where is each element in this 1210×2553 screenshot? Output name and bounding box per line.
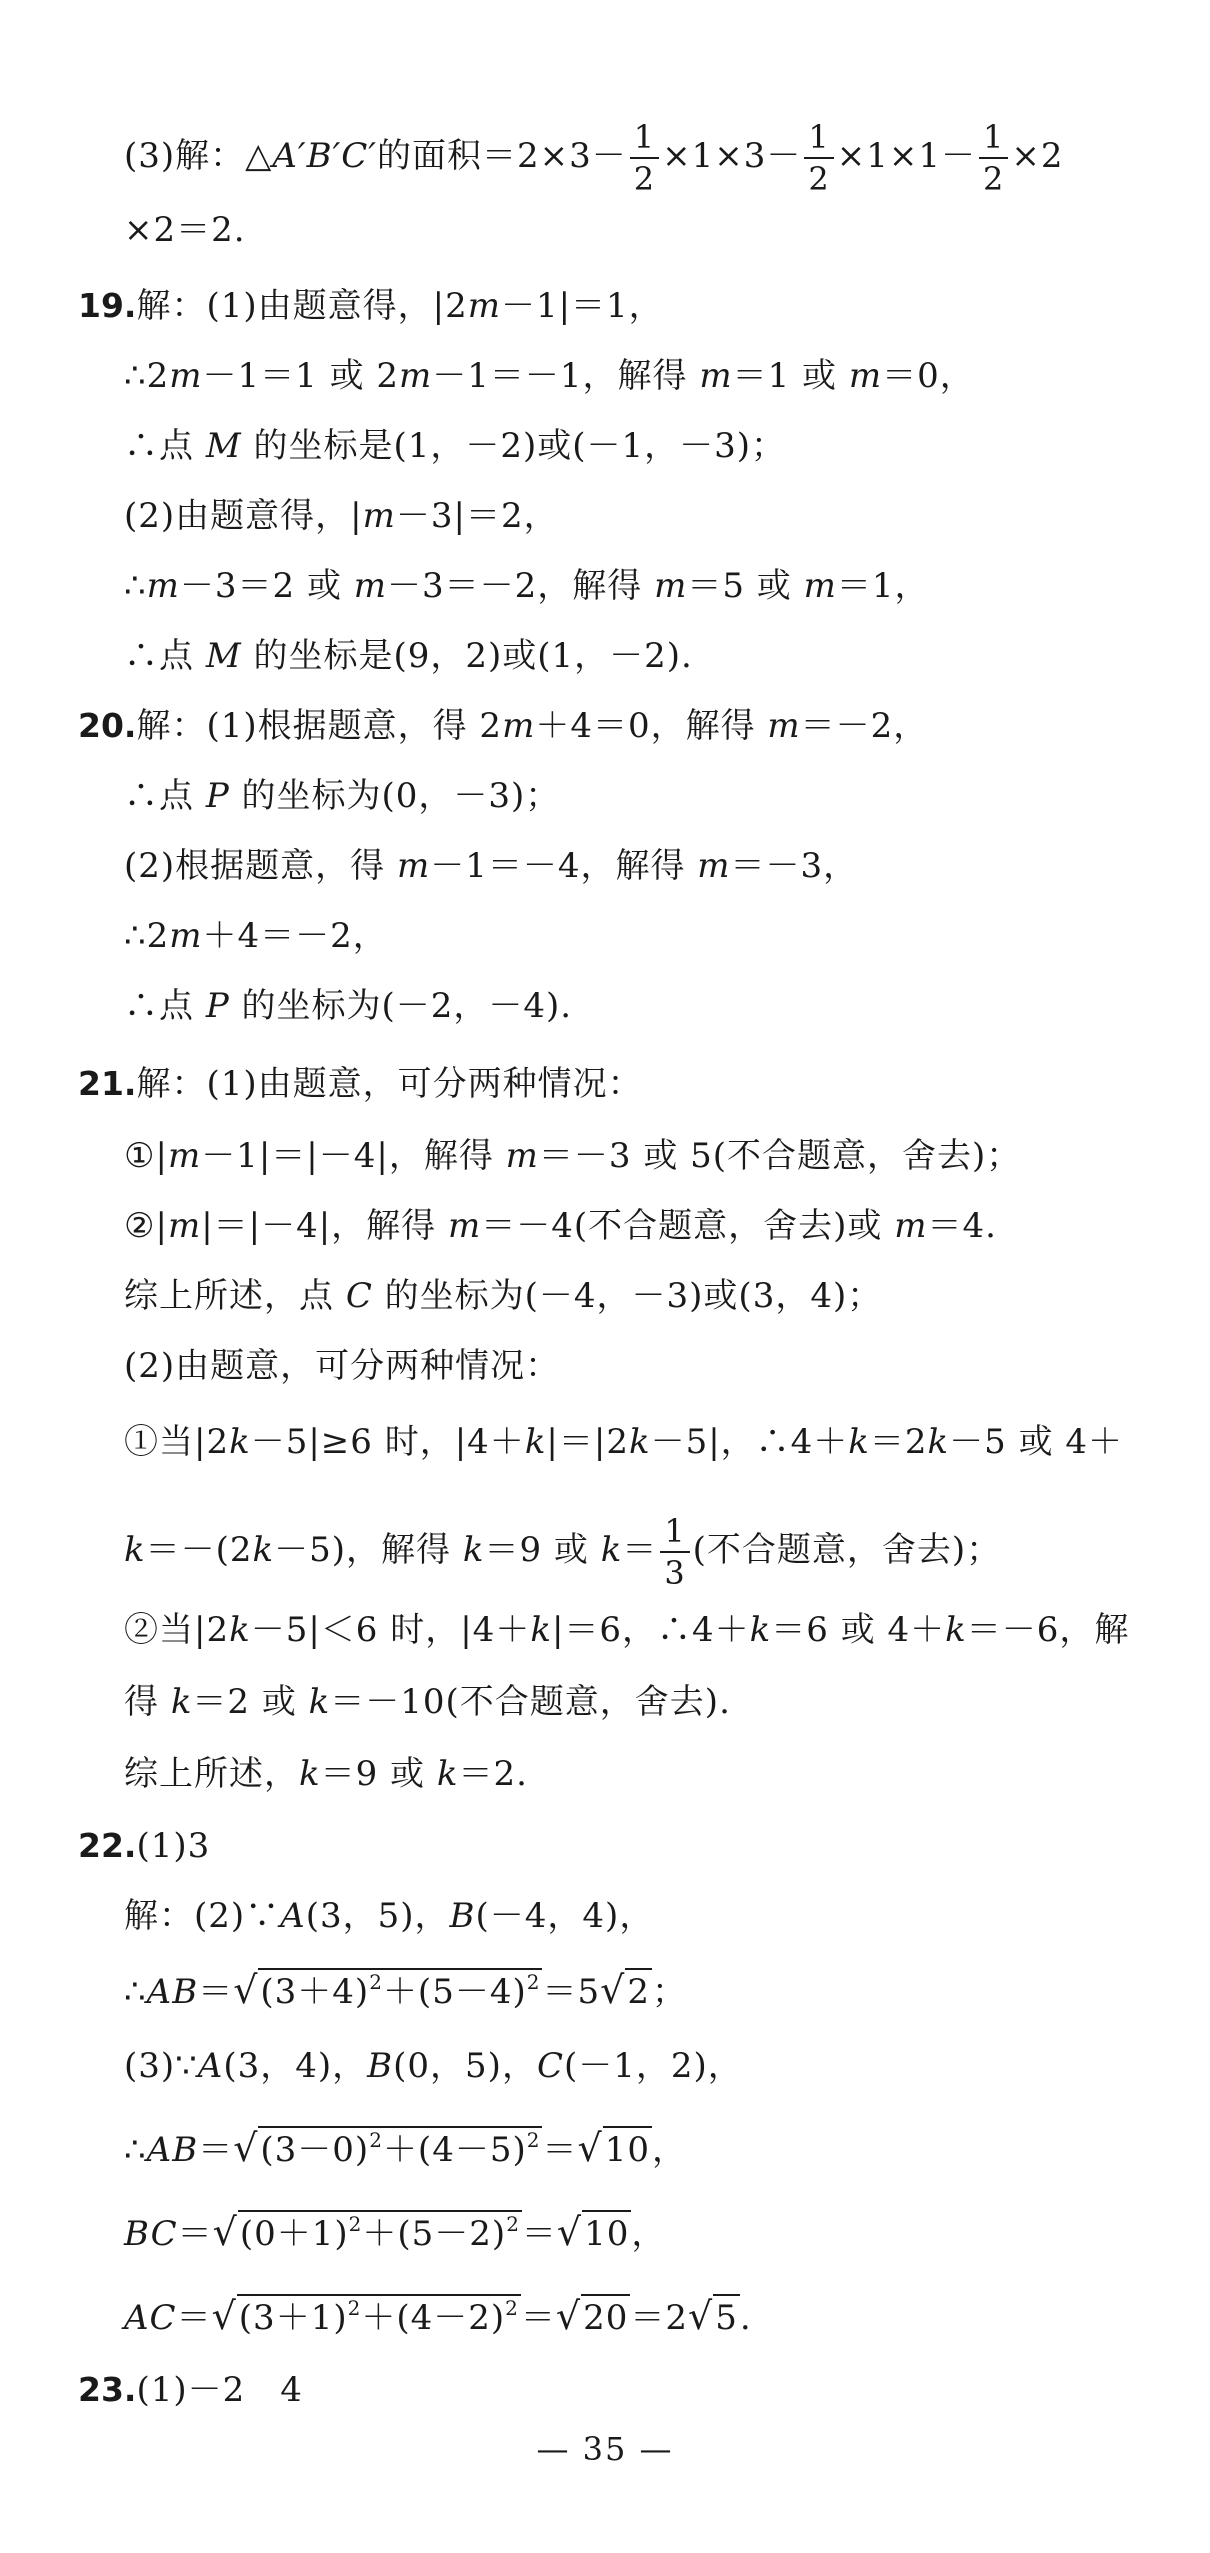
line-21-2: ②|m|＝|－4|，解得 m＝－4(不合题意，舍去)或 m＝4.	[124, 1206, 997, 1246]
line-21-8: 得 k＝2 或 k＝－10(不合题意，舍去).	[124, 1682, 731, 1722]
question-19-heading: 19.解：(1)由题意得，|2m－1|＝1，	[78, 286, 664, 326]
line-20-3: ∴2m＋4＝－2，	[124, 916, 388, 956]
line-21-7: ②当|2k－5|＜6 时，|4＋k|＝6，∴4＋k＝6 或 4＋k＝－6，解	[124, 1610, 1130, 1650]
line-18-3-area: (3)解：△A′B′C′的面积＝2×3－ $\frac{1}{2}$ ×1×3－ $\frac{1}{2}$ ×1×1－ $\frac{1}{2}$ ×2	[124, 118, 1064, 198]
question-22-heading: 22.(1)3	[78, 1826, 211, 1866]
line-19-5: ∴点 M 的坐标是(9，2)或(1，－2).	[124, 636, 693, 676]
line-22-1: 解：(2)∵A(3，5)，B(－4，4)，	[124, 1896, 655, 1936]
line-19-3: (2)由题意得，|m－3|＝2，	[124, 496, 559, 536]
line-22-4: $\therefore AB=√(3-0)^2+(4-5)^2=√10$，	[124, 2126, 687, 2170]
line-21-4: (2)由题意，可分两种情况：	[124, 1346, 561, 1386]
line-21-6: k＝－(2k－5)，解得 k＝9 或 k＝ $\frac{1}{3}$ (不合题意，舍去)；	[124, 1512, 1002, 1592]
line-22-6: $AC=√(3+1)^2+(4-2)^2=√20=2√5$.	[124, 2294, 752, 2338]
question-21-heading: 21.解：(1)由题意，可分两种情况：	[78, 1064, 643, 1104]
line-20-4: ∴点 P 的坐标为(－2，－4).	[124, 986, 573, 1026]
line-19-2: ∴点 M 的坐标是(1，－2)或(－1，－3)；	[124, 426, 787, 466]
line-21-5: ①当|2k－5|≥6 时，|4＋k|＝|2k－5|，∴4＋k＝2k－5 或 4＋	[124, 1422, 1124, 1462]
page-number: — 35 —	[536, 2430, 674, 2468]
line-19-4: ∴m－3＝2 或 m－3＝－2，解得 m＝5 或 m＝1，	[124, 566, 930, 606]
line-21-1: ①|m－1|＝|－4|，解得 m＝－3 或 5(不合题意，舍去)；	[124, 1136, 1022, 1176]
question-20-heading: 20.解：(1)根据题意，得 2m＋4＝0，解得 m＝－2，	[78, 706, 929, 746]
line-21-3: 综上所述，点 C 的坐标为(－4，－3)或(3，4)；	[124, 1276, 883, 1316]
line-18-3-result: ×2＝2.	[124, 210, 246, 250]
line-21-9: 综上所述，k＝9 或 k＝2.	[124, 1754, 528, 1794]
line-22-2: $\therefore AB=√(3+4)^2+(5-4)^2=5√2$；	[124, 1968, 687, 2012]
line-20-1: ∴点 P 的坐标为(0，－3)；	[124, 776, 561, 816]
question-23-heading: 23.(1)－2 4	[78, 2370, 303, 2410]
line-22-3: (3)∵A(3，4)，B(0，5)，C(－1，2)，	[124, 2046, 743, 2086]
line-19-1: ∴2m－1＝1 或 2m－1＝－1，解得 m＝1 或 m＝0，	[124, 356, 975, 396]
line-20-2: (2)根据题意，得 m－1＝－4，解得 m＝－3，	[124, 846, 859, 886]
line-22-5: $BC=√(0+1)^2+(5-2)^2=√10$，	[124, 2210, 667, 2254]
